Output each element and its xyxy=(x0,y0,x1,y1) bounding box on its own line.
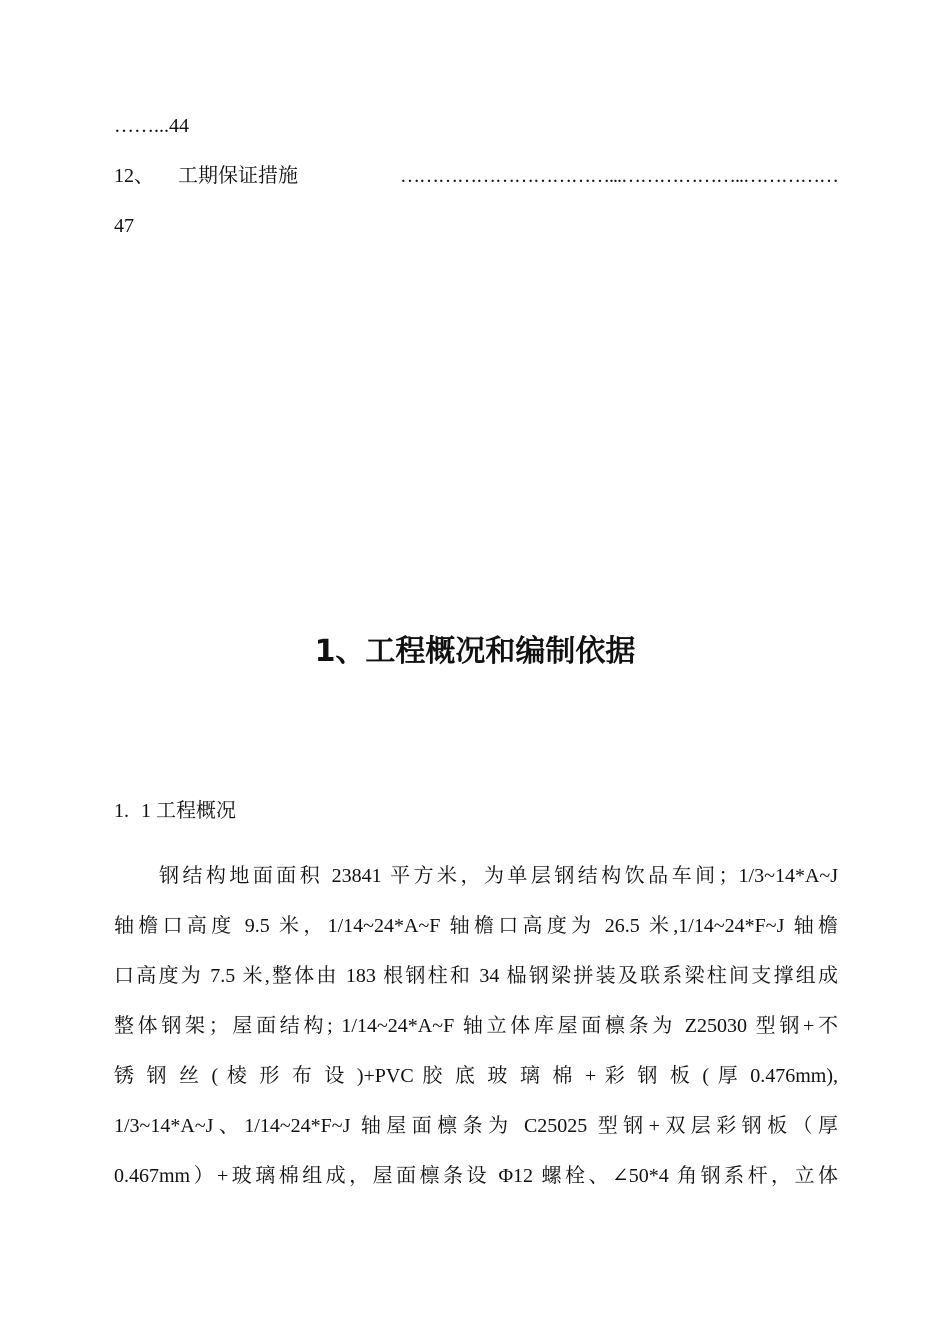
toc-entry-title: 工期保证措施 xyxy=(178,165,298,187)
body-line-5: 锈 钢 丝 ( 棱 形 布 设 )+PVC 胶 底 玻 璃 棉 + 彩 钢 板 ( 厚 0.476mm), xyxy=(114,1065,838,1087)
toc-entry-12[interactable] xyxy=(114,162,838,190)
body-line-3: 口高度为 7.5 米,整体由 183 根钢柱和 34 榀钢梁拼装及联系梁柱间支撑组成 xyxy=(114,965,838,987)
toc-entry-page-number: 47 xyxy=(114,215,134,237)
chapter-title: 1、工程概况和编制依据 xyxy=(314,634,636,669)
toc-leader-dots: ……………………………...………………..…………… xyxy=(400,165,838,187)
section-title: 1 工程概况 xyxy=(141,800,236,822)
body-line-6: 1/3~14*A~J、1/14~24*F~J 轴屋面檩条为 C25025 型钢+双层彩钢板（厚 xyxy=(114,1115,838,1137)
body-line-7: 0.467mm）+玻璃棉组成，屋面檩条设 Φ12 螺栓、∠50*4 角钢系杆，立体 xyxy=(114,1165,838,1187)
toc-entry-number: 12、 xyxy=(114,165,154,187)
section-heading xyxy=(114,797,236,825)
body-line-4: 整体钢架；屋面结构; 1/14~24*A~F 轴立体库屋面檩条为 Z25030 型钢+不 xyxy=(114,1015,838,1037)
section-number: 1. xyxy=(114,800,129,822)
toc-continued-page: ……...44 xyxy=(114,115,189,137)
body-line-2: 轴檐口高度 9.5 米，1/14~24*A~F 轴檐口高度为 26.5 米,1/14~24*F~J 轴檐 xyxy=(114,915,838,937)
body-line-1: 钢结构地面面积 23841 平方米，为单层钢结构饮品车间；1/3~14*A~J xyxy=(159,865,838,887)
